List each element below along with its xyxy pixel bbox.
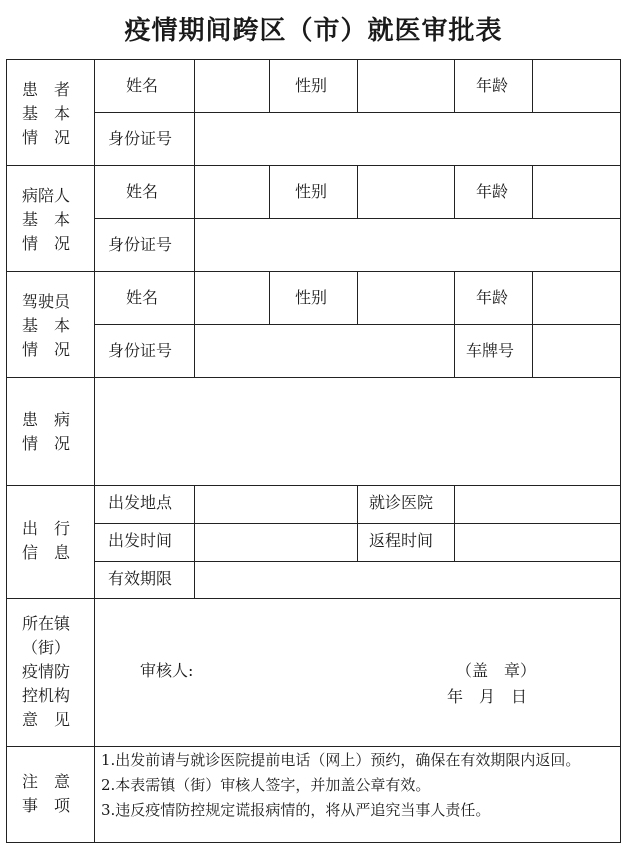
label-line: 情 况 [22,234,71,253]
companion-name-label: 姓名 [126,182,159,201]
depart-time-label: 出发时间 [108,531,173,550]
patient-name-field[interactable] [195,60,269,112]
driver-id-label: 身份证号 [108,341,173,360]
companion-name-field[interactable] [195,166,269,218]
reviewer-label: 审核人: [140,661,194,680]
driver-plate-field[interactable] [533,325,620,377]
patient-section-label [22,78,70,150]
companion-age-field[interactable] [533,166,620,218]
opinion-section-label [22,612,70,732]
label-line: 驾驶员 [22,292,71,311]
label-line: 所在镇 [22,614,71,633]
label-line: 疫情防 [22,662,71,681]
label-line: 基 本 [22,210,71,229]
notes-section-label [22,770,70,818]
companion-gender-label: 性别 [295,182,328,201]
depart-place-label: 出发地点 [108,493,173,512]
patient-gender-label: 性别 [295,76,328,95]
patient-gender-field[interactable] [358,60,454,112]
label-line: 控机构 [22,686,71,705]
label-line: 基 本 [22,316,71,335]
driver-gender-label: 性别 [295,288,328,307]
grid-line [454,271,455,324]
patient-age-field[interactable] [533,60,620,112]
grid-line [6,59,620,60]
label-line: 事 项 [22,796,71,815]
grid-line [6,598,620,599]
grid-line [454,324,455,377]
driver-id-field[interactable] [195,325,454,377]
patient-age-label: 年龄 [476,76,509,95]
driver-plate-label: 车牌号 [466,341,515,360]
grid-line [269,59,270,112]
label-line: 信 息 [22,543,71,562]
driver-section-label [22,290,70,362]
grid-line [620,59,621,843]
patient-id-label: 身份证号 [108,129,173,148]
grid-line [454,165,455,218]
notes-list [101,748,611,823]
note-item: 1.出发前请与就诊医院提前电话（网上）预约，确保在有效期限内返回。 [101,751,581,769]
driver-age-field[interactable] [533,272,620,324]
grid-line [6,746,620,747]
valid-period-label: 有效期限 [108,569,173,588]
condition-section-label [22,408,70,456]
label-line: 情 况 [22,128,71,147]
depart-time-field[interactable] [195,524,357,560]
driver-name-field[interactable] [195,272,269,324]
label-line: 患 病 [22,410,71,429]
hospital-label: 就诊医院 [369,493,434,512]
seal-label: （盖 章） [456,661,537,680]
label-line: 患 者 [22,80,71,99]
grid-line [269,271,270,324]
date-label: 年 月 日 [447,687,528,706]
label-line: 出 行 [22,519,71,538]
companion-gender-field[interactable] [358,166,454,218]
companion-age-label: 年龄 [476,182,509,201]
note-item: 2.本表需镇（街）审核人签字，并加盖公章有效。 [101,776,431,794]
label-line: 情 况 [22,434,71,453]
label-line: （街） [22,638,71,657]
grid-line [6,271,620,272]
signature-area[interactable] [205,650,405,690]
return-time-label: 返程时间 [369,531,434,550]
companion-section-label [22,184,70,256]
driver-age-label: 年龄 [476,288,509,307]
grid-line [6,165,620,166]
grid-line [6,842,620,843]
grid-line [454,59,455,112]
label-line: 基 本 [22,104,71,123]
label-line: 意 见 [22,710,71,729]
grid-line [357,485,358,561]
label-line: 注 意 [22,772,71,791]
companion-id-label: 身份证号 [108,235,173,254]
patient-name-label: 姓名 [126,76,159,95]
hospital-field[interactable] [455,486,620,522]
return-time-field[interactable] [455,524,620,560]
label-line: 情 况 [22,340,71,359]
patient-id-field[interactable] [195,113,620,165]
travel-section-label [22,517,70,565]
depart-place-field[interactable] [195,486,357,522]
driver-gender-field[interactable] [358,272,454,324]
form-title: 疫情期间跨区（市）就医审批表 [124,16,503,46]
grid-line [269,165,270,218]
label-line: 病陪人 [22,186,71,205]
valid-period-field[interactable] [195,562,620,598]
condition-field[interactable] [95,378,620,484]
companion-id-field[interactable] [195,219,620,271]
grid-line [6,59,7,842]
driver-name-label: 姓名 [126,288,159,307]
note-item: 3.违反疫情防控规定谎报病情的，将从严追究当事人责任。 [101,801,491,819]
